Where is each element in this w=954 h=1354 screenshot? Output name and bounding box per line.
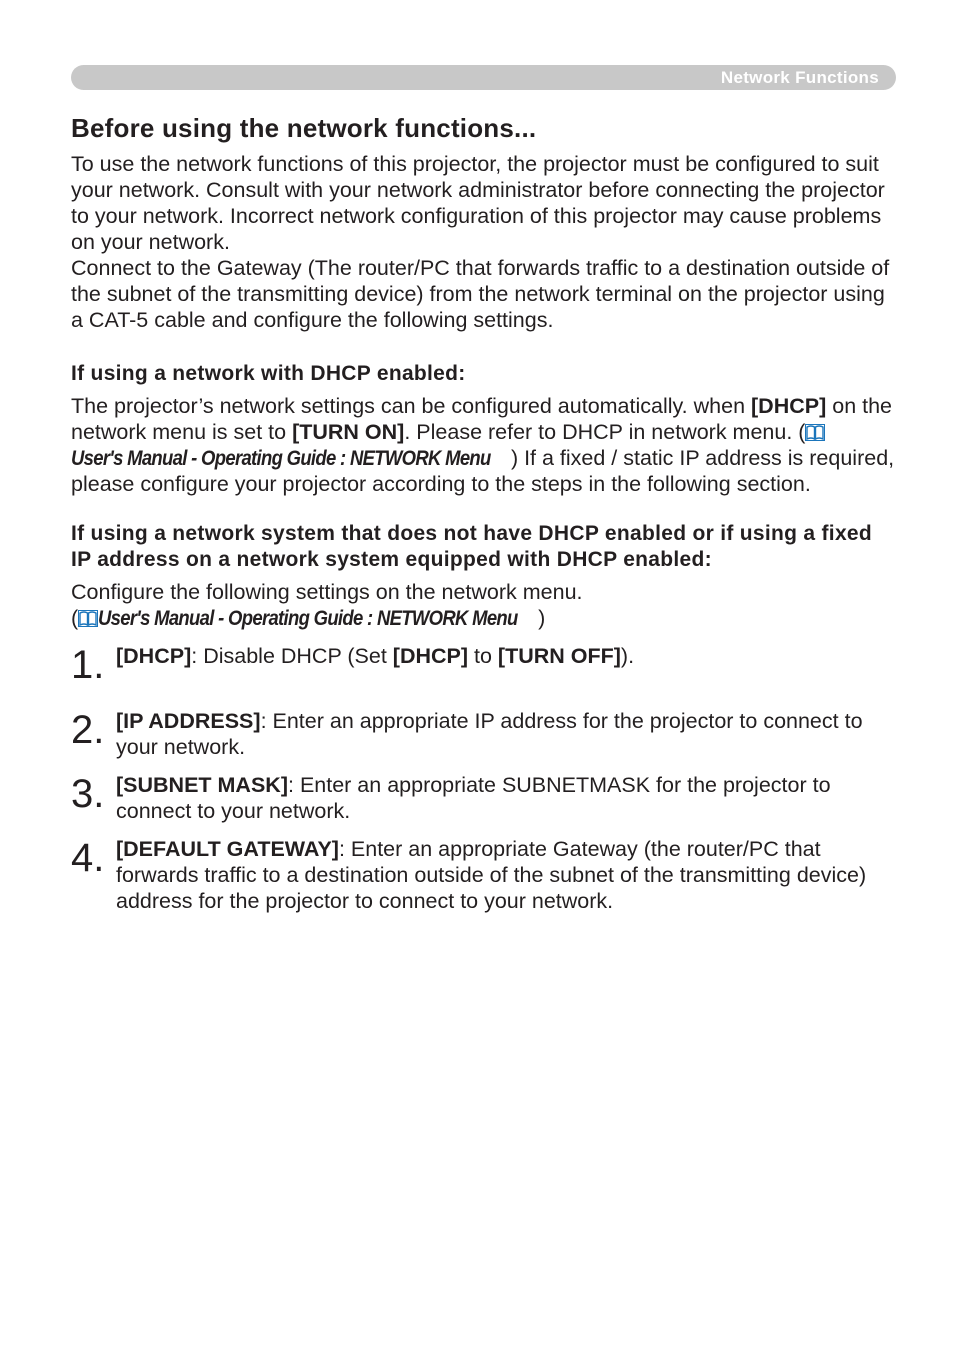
turn-on-label: [TURN ON] — [292, 420, 405, 444]
dhcp-setting-label: [DHCP] — [751, 394, 827, 418]
step-bold: [DHCP] — [392, 644, 469, 668]
step-text: ). — [620, 644, 635, 668]
static-paragraph: Configure the following settings on the network menu. — [71, 580, 583, 604]
intro-paragraph-1: To use the network functions of this projector, the projector must be configured to suit your network. Consult with your network administrator before connecting the projector to your network. Incorrect network configuration of this projector may cause problems on your network. — [71, 152, 885, 254]
step-label: [SUBNET MASK] — [116, 773, 288, 797]
step-text: to — [468, 644, 498, 668]
dhcp-text-b: on the network menu is set to — [71, 394, 893, 444]
step-text: : Disable DHCP (Set — [191, 644, 393, 668]
step-4 — [71, 836, 897, 914]
section-header-bar — [71, 65, 896, 90]
section-title: Network Functions — [720, 68, 879, 87]
step-number: 3. — [71, 772, 105, 816]
dhcp-text-a: The projector’s network settings can be configured automatically. when — [71, 394, 752, 418]
step-1 — [71, 643, 897, 699]
static-reference — [71, 605, 897, 631]
book-icon — [805, 424, 825, 441]
step-number: 2. — [71, 708, 105, 752]
step-text: : Enter an appropriate IP address for the projector to connect to your network. — [116, 709, 863, 759]
dhcp-paragraph — [71, 393, 897, 497]
dhcp-heading: If using a network with DHCP enabled: — [71, 362, 466, 385]
dhcp-text-c: . Please refer to DHCP in network menu. ( — [404, 420, 806, 444]
ref-close-paren: ) — [538, 606, 546, 630]
static-ip-heading: If using a network system that does not have DHCP enabled or if using a fixed IP address on a network system equipped with DHCP enabled: — [71, 522, 873, 571]
page-heading: Before using the network functions... — [71, 113, 537, 143]
step-2 — [71, 708, 897, 760]
step-text: : Enter an appropriate SUBNETMASK for the projector to connect to your network. — [116, 773, 831, 823]
ref-open-paren: ( — [71, 606, 79, 630]
manual-reference-link[interactable]: User's Manual - Operating Guide : NETWORK Menu — [71, 446, 491, 470]
step-bold: [TURN OFF] — [497, 644, 621, 668]
manual-reference-link[interactable]: User's Manual - Operating Guide : NETWORK Menu — [98, 606, 518, 630]
step-text: : Enter an appropriate Gateway (the router/PC that forwards traffic to a destination outside of the subnet of the transmitting device) address for the projector to connect to your network. — [116, 837, 867, 913]
intro-paragraph-2: Connect to the Gateway (The router/PC that forwards traffic to a destination outside of the subnet of the transmitting device) from the network terminal on the projector using a CAT-5 cable and configure the following settings. — [71, 256, 890, 332]
step-label: [DHCP] — [116, 644, 192, 668]
step-3 — [71, 772, 897, 824]
book-icon — [78, 610, 98, 627]
page-content — [71, 110, 897, 914]
step-label: [DEFAULT GATEWAY] — [116, 837, 339, 861]
dhcp-text-d: ) If a fixed / static IP address is required, please configure your projector according to the steps in the following section. — [71, 446, 895, 496]
step-number: 1. — [71, 643, 105, 687]
step-label: [IP ADDRESS] — [116, 709, 261, 733]
step-number: 4. — [71, 836, 105, 880]
